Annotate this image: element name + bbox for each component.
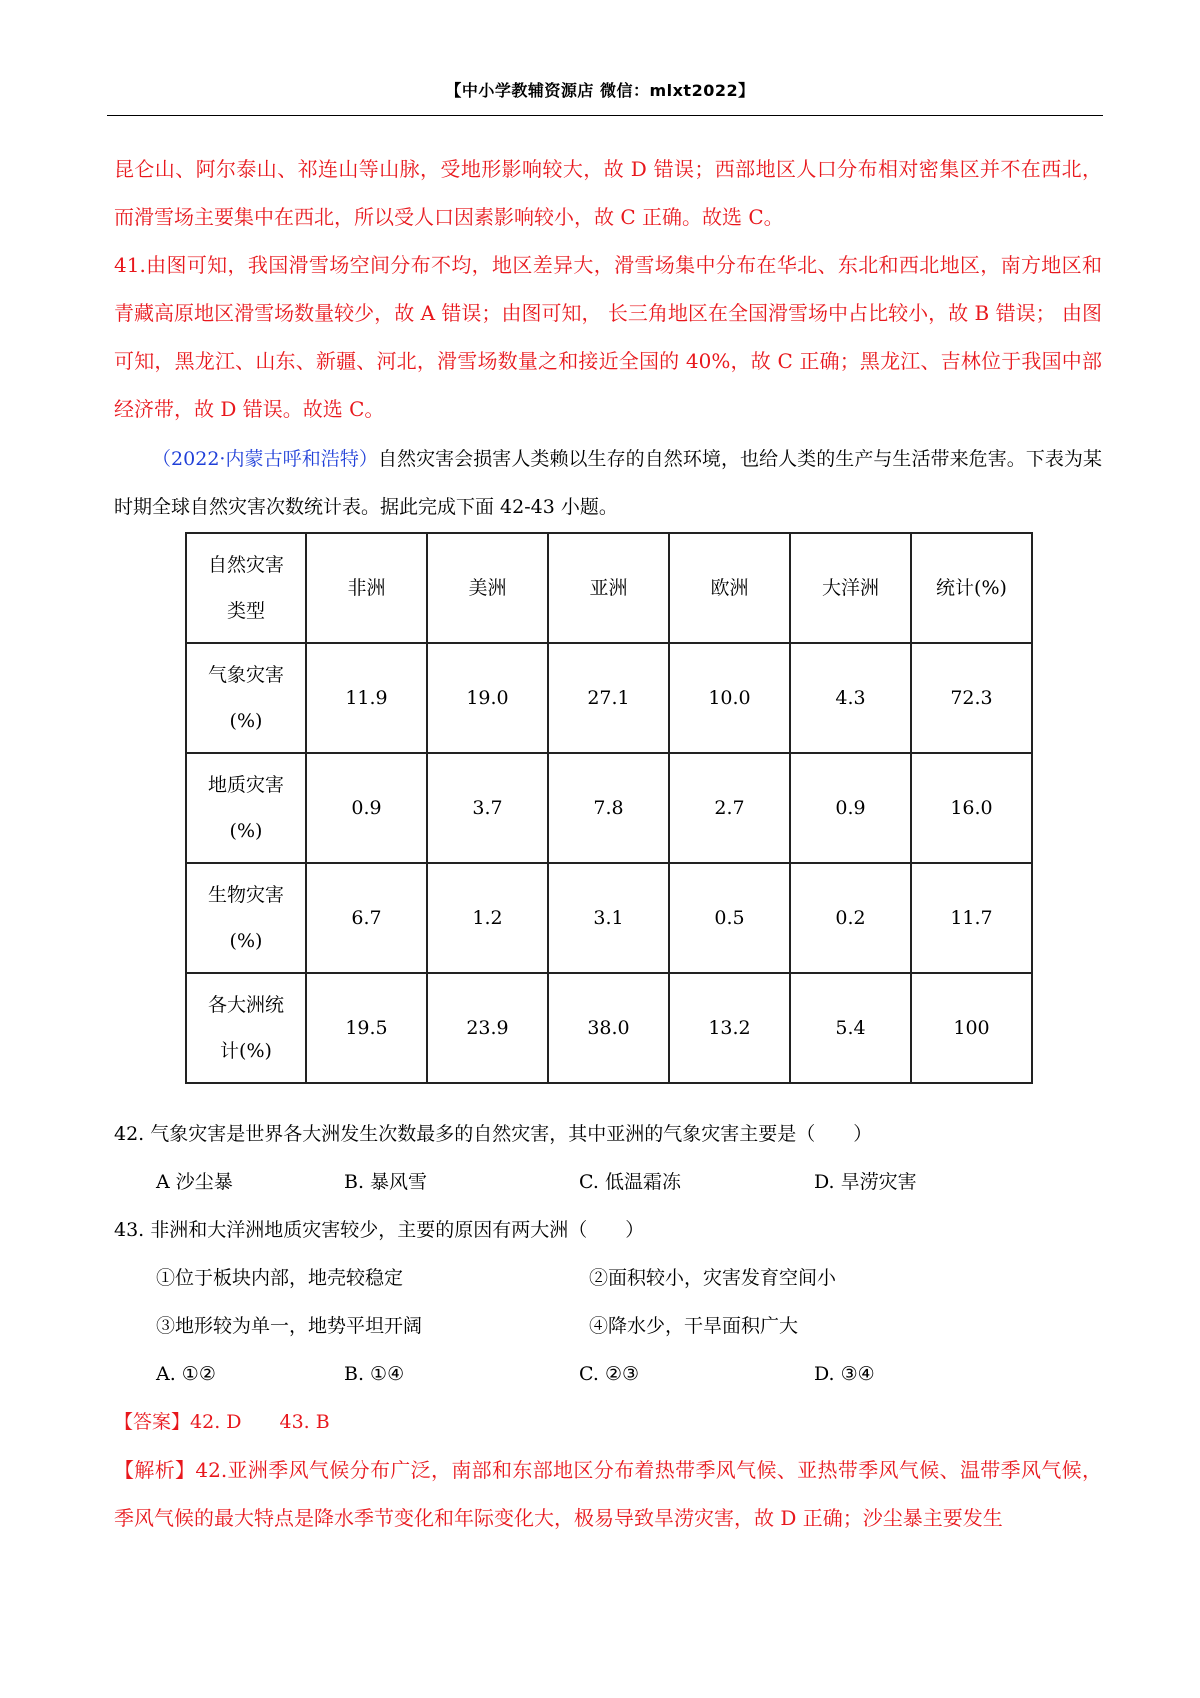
table-cell: 19.0	[427, 643, 548, 753]
table-cell: 72.3	[911, 643, 1032, 753]
q42-option-d: D. 旱涝灾害	[814, 1171, 917, 1193]
q43-option-c: C. ②③	[579, 1363, 640, 1385]
questions-block	[114, 1110, 1102, 1542]
table-cell: 7.8	[548, 753, 669, 863]
q42-option-b: B. 暴风雪	[344, 1171, 428, 1193]
table-cell: 27.1	[548, 643, 669, 753]
source-tag: （2022·内蒙古呼和浩特）	[152, 448, 378, 470]
q43-option-b: B. ①④	[344, 1363, 405, 1385]
table-cell: 非洲	[306, 533, 427, 643]
source-text: 自然灾害会损害人类赖以生存的自然环境，也给人类的生产与生活带来危害。下表为某时期全球自然灾害次数统计表。据此完成下面 42-43 小题。	[114, 448, 1102, 518]
page-header: 【中小学教辅资源店 微信：mlxt2022】	[445, 81, 755, 100]
table-row	[186, 863, 1032, 973]
table-cell: 5.4	[790, 973, 911, 1083]
q43-statement-4: ④降水少，干旱面积广大	[589, 1315, 799, 1337]
table-cell: 13.2	[669, 973, 790, 1083]
prev-explanation: 昆仑山、阿尔泰山、祁连山等山脉，受地形影响较大，故 D 错误；西部地区人口分布相对密集区并不在西北，而滑雪场主要集中在西北，所以受人口因素影响较小，故 C 正确。故选 C。	[114, 157, 1102, 229]
table-cell: 地质灾害 (%)	[186, 753, 306, 863]
table-cell: 3.1	[548, 863, 669, 973]
table-cell: 0.9	[306, 753, 427, 863]
disaster-table	[185, 532, 1033, 1084]
table-cell: 生物灾害 (%)	[186, 863, 306, 973]
table-cell: 11.9	[306, 643, 427, 753]
answer-text: 42. D 43. B	[190, 1411, 330, 1433]
table-cell: 11.7	[911, 863, 1032, 973]
table-cell: 1.2	[427, 863, 548, 973]
table-row	[186, 753, 1032, 863]
table-cell: 气象灾害 (%)	[186, 643, 306, 753]
q43-options	[114, 1350, 1102, 1398]
table-cell: 亚洲	[548, 533, 669, 643]
table-cell: 2.7	[669, 753, 790, 863]
analysis-label: 【解析】	[114, 1458, 196, 1482]
table-cell: 19.5	[306, 973, 427, 1083]
table-cell: 100	[911, 973, 1032, 1083]
table-cell: 0.5	[669, 863, 790, 973]
header-rule	[107, 115, 1103, 116]
analysis-paragraph	[114, 1446, 1102, 1542]
q43-option-d: D. ③④	[814, 1363, 875, 1385]
table-cell: 0.9	[790, 753, 911, 863]
analysis-text: 42.亚洲季风气候分布广泛，南部和东部地区分布着热带季风气候、亚热带季风气候、温带季风气候，季风气候的最大特点是降水季节变化和年际变化大，极易导致旱涝灾害，故 D 正确；沙尘暴主要发生	[114, 1458, 1103, 1530]
source-paragraph	[114, 435, 1102, 531]
q43-statements-row2	[114, 1302, 1102, 1350]
table-header-row	[186, 533, 1032, 643]
table-cell: 欧洲	[669, 533, 790, 643]
table-cell: 美洲	[427, 533, 548, 643]
q42-option-a: A 沙尘暴	[156, 1171, 233, 1193]
table-cell: 4.3	[790, 643, 911, 753]
content-top	[114, 145, 1102, 531]
q43-stem: 43. 非洲和大洋洲地质灾害较少，主要的原因有两大洲（ ）	[114, 1219, 645, 1241]
table-cell: 16.0	[911, 753, 1032, 863]
table-cell: 6.7	[306, 863, 427, 973]
q43-option-a: A. ①②	[156, 1363, 216, 1385]
q43-statement-2: ②面积较小，灾害发育空间小	[589, 1267, 837, 1289]
q43-statement-3: ③地形较为单一，地势平坦开阔	[156, 1315, 423, 1337]
table-cell: 0.2	[790, 863, 911, 973]
q42-option-c: C. 低温霜冻	[579, 1171, 681, 1193]
q43-statement-1: ①位于板块内部，地壳较稳定	[156, 1267, 404, 1289]
table-cell: 10.0	[669, 643, 790, 753]
q43-statements-row1	[114, 1254, 1102, 1302]
answer-line	[114, 1398, 1102, 1446]
q42-stem: 42. 气象灾害是世界各大洲发生次数最多的自然灾害，其中亚洲的气象灾害主要是（ ）	[114, 1123, 873, 1145]
table-row	[186, 973, 1032, 1083]
q42-options	[114, 1158, 1102, 1206]
table-cell: 23.9	[427, 973, 548, 1083]
table-cell: 38.0	[548, 973, 669, 1083]
table-cell: 3.7	[427, 753, 548, 863]
q41-explanation: 41.由图可知，我国滑雪场空间分布不均，地区差异大，滑雪场集中分布在华北、东北和西北地区，南方地区和青藏高原地区滑雪场数量较少，故 A 错误；由图可知， 长三角地区在全国滑雪场中占比较小，故 B 错误； 由图可知，黑龙江、山东、新疆、河北，滑雪场数量之和接近全国的 40%，故 C 正确；黑龙江、吉林位于我国中部经济带，故 D 错误。故选 C。	[114, 253, 1102, 421]
table-cell: 各大洲统 计(%)	[186, 973, 306, 1083]
table-row	[186, 643, 1032, 753]
table-cell: 自然灾害 类型	[186, 533, 306, 643]
answer-label: 【答案】	[114, 1411, 191, 1433]
table-cell: 大洋洲	[790, 533, 911, 643]
table-cell: 统计(%)	[911, 533, 1032, 643]
